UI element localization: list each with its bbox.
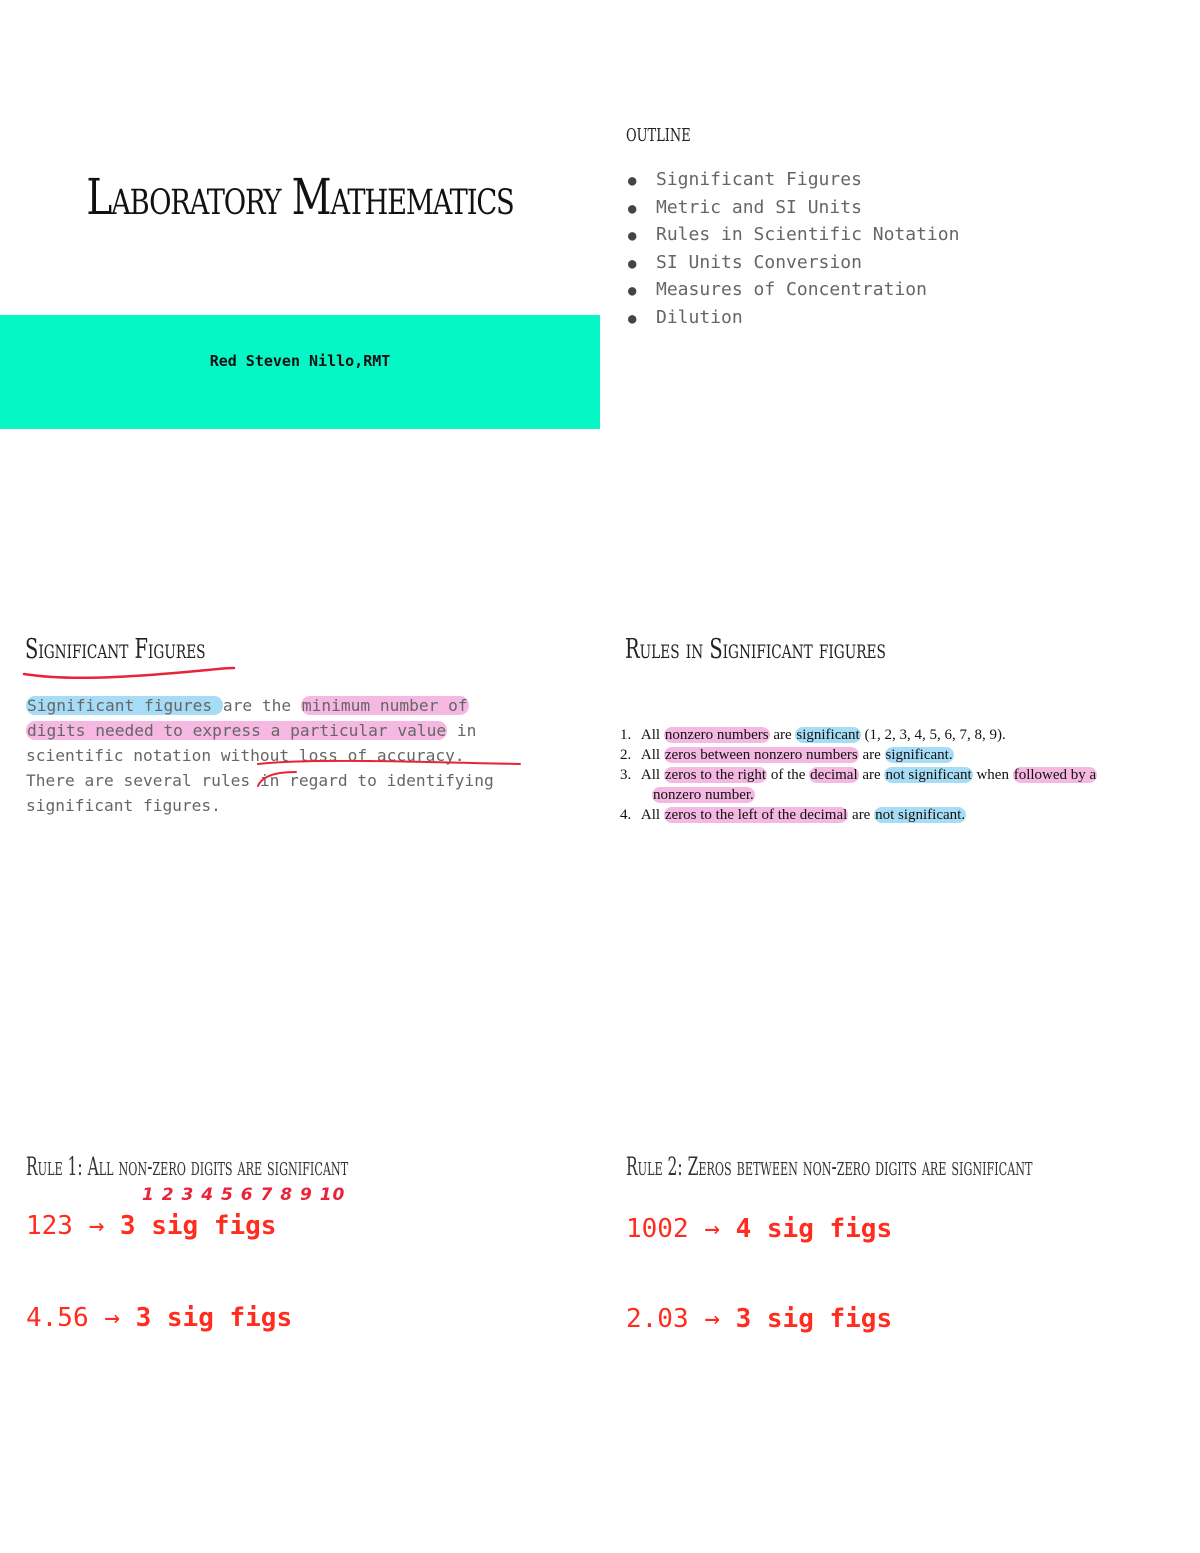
rule1-slide [0, 1035, 600, 1552]
title-slide [0, 0, 600, 517]
rule2-title: Rule 2: Zeros between non-zero digits are significant [626, 1152, 1033, 1181]
bullet-icon: ● [628, 283, 637, 299]
bullet-icon: ● [628, 228, 637, 244]
handwritten-underline [22, 662, 242, 682]
outline-title: outline [626, 118, 691, 147]
outline-slide [600, 0, 1200, 517]
sig-figs-slide [0, 517, 600, 1034]
highlight: digits needed to express a particular value [27, 721, 447, 740]
list-item: ● Rules in Scientific Notation [628, 221, 959, 249]
author-name: Red Steven Nillo,RMT [209, 352, 391, 370]
list-item: ● Significant Figures [628, 166, 959, 194]
list-item: ● Dilution [628, 304, 959, 332]
example-line: 123 → 3 sig figs [26, 1211, 277, 1241]
rules-list [620, 725, 1190, 825]
list-item: nonzero number. [653, 787, 754, 803]
rules-slide [600, 517, 1200, 1034]
bullet-icon: ● [628, 255, 637, 272]
list-item: 1. All nonzero numbers are significant (1, 2, 3, 4, 5, 6, 7, 8, 9). [620, 727, 1006, 743]
definition-text: Significant figures are the minimum number of digits needed to express a particular value in scientific notation without loss of accuracy. There are several rules in regard to identifying significant figures. [26, 696, 494, 815]
list-item: 3. All zeros to the right of the decimal are not significant when followed by a [620, 767, 1097, 783]
list-item: 4. All zeros to the left of the decimal are not significant. [620, 807, 966, 823]
list-item: ● Measures of Concentration [628, 276, 959, 304]
list-item: 2. All zeros between nonzero numbers are significant. [620, 747, 953, 763]
rules-title: Rules in Significant figures [625, 634, 886, 665]
presentation-title: Laboratory Mathematics [86, 168, 514, 226]
example-line: 4.56 → 3 sig figs [26, 1303, 293, 1333]
handwritten-digits: 1 2 3 4 5 6 7 8 9 10 [142, 1185, 346, 1205]
title-band [0, 315, 600, 429]
handwritten-underline [256, 760, 526, 790]
example-line: 2.03 → 3 sig figs [626, 1304, 893, 1334]
bullet-icon: ● [628, 310, 637, 327]
outline-list [628, 166, 959, 331]
bullet-icon: ● [628, 200, 637, 217]
list-item: ● Metric and SI Units [628, 194, 959, 222]
highlight: Significant figures [27, 696, 222, 715]
rule2-slide [600, 1035, 1200, 1552]
example-line: 1002 → 4 sig figs [626, 1214, 893, 1244]
sig-figs-title: Significant Figures [25, 634, 206, 665]
bullet-icon: ● [628, 173, 637, 189]
list-item: ● SI Units Conversion [628, 249, 959, 277]
highlight: minimum number of [301, 696, 468, 715]
rule1-title: Rule 1: All non-zero digits are significant [26, 1152, 349, 1181]
